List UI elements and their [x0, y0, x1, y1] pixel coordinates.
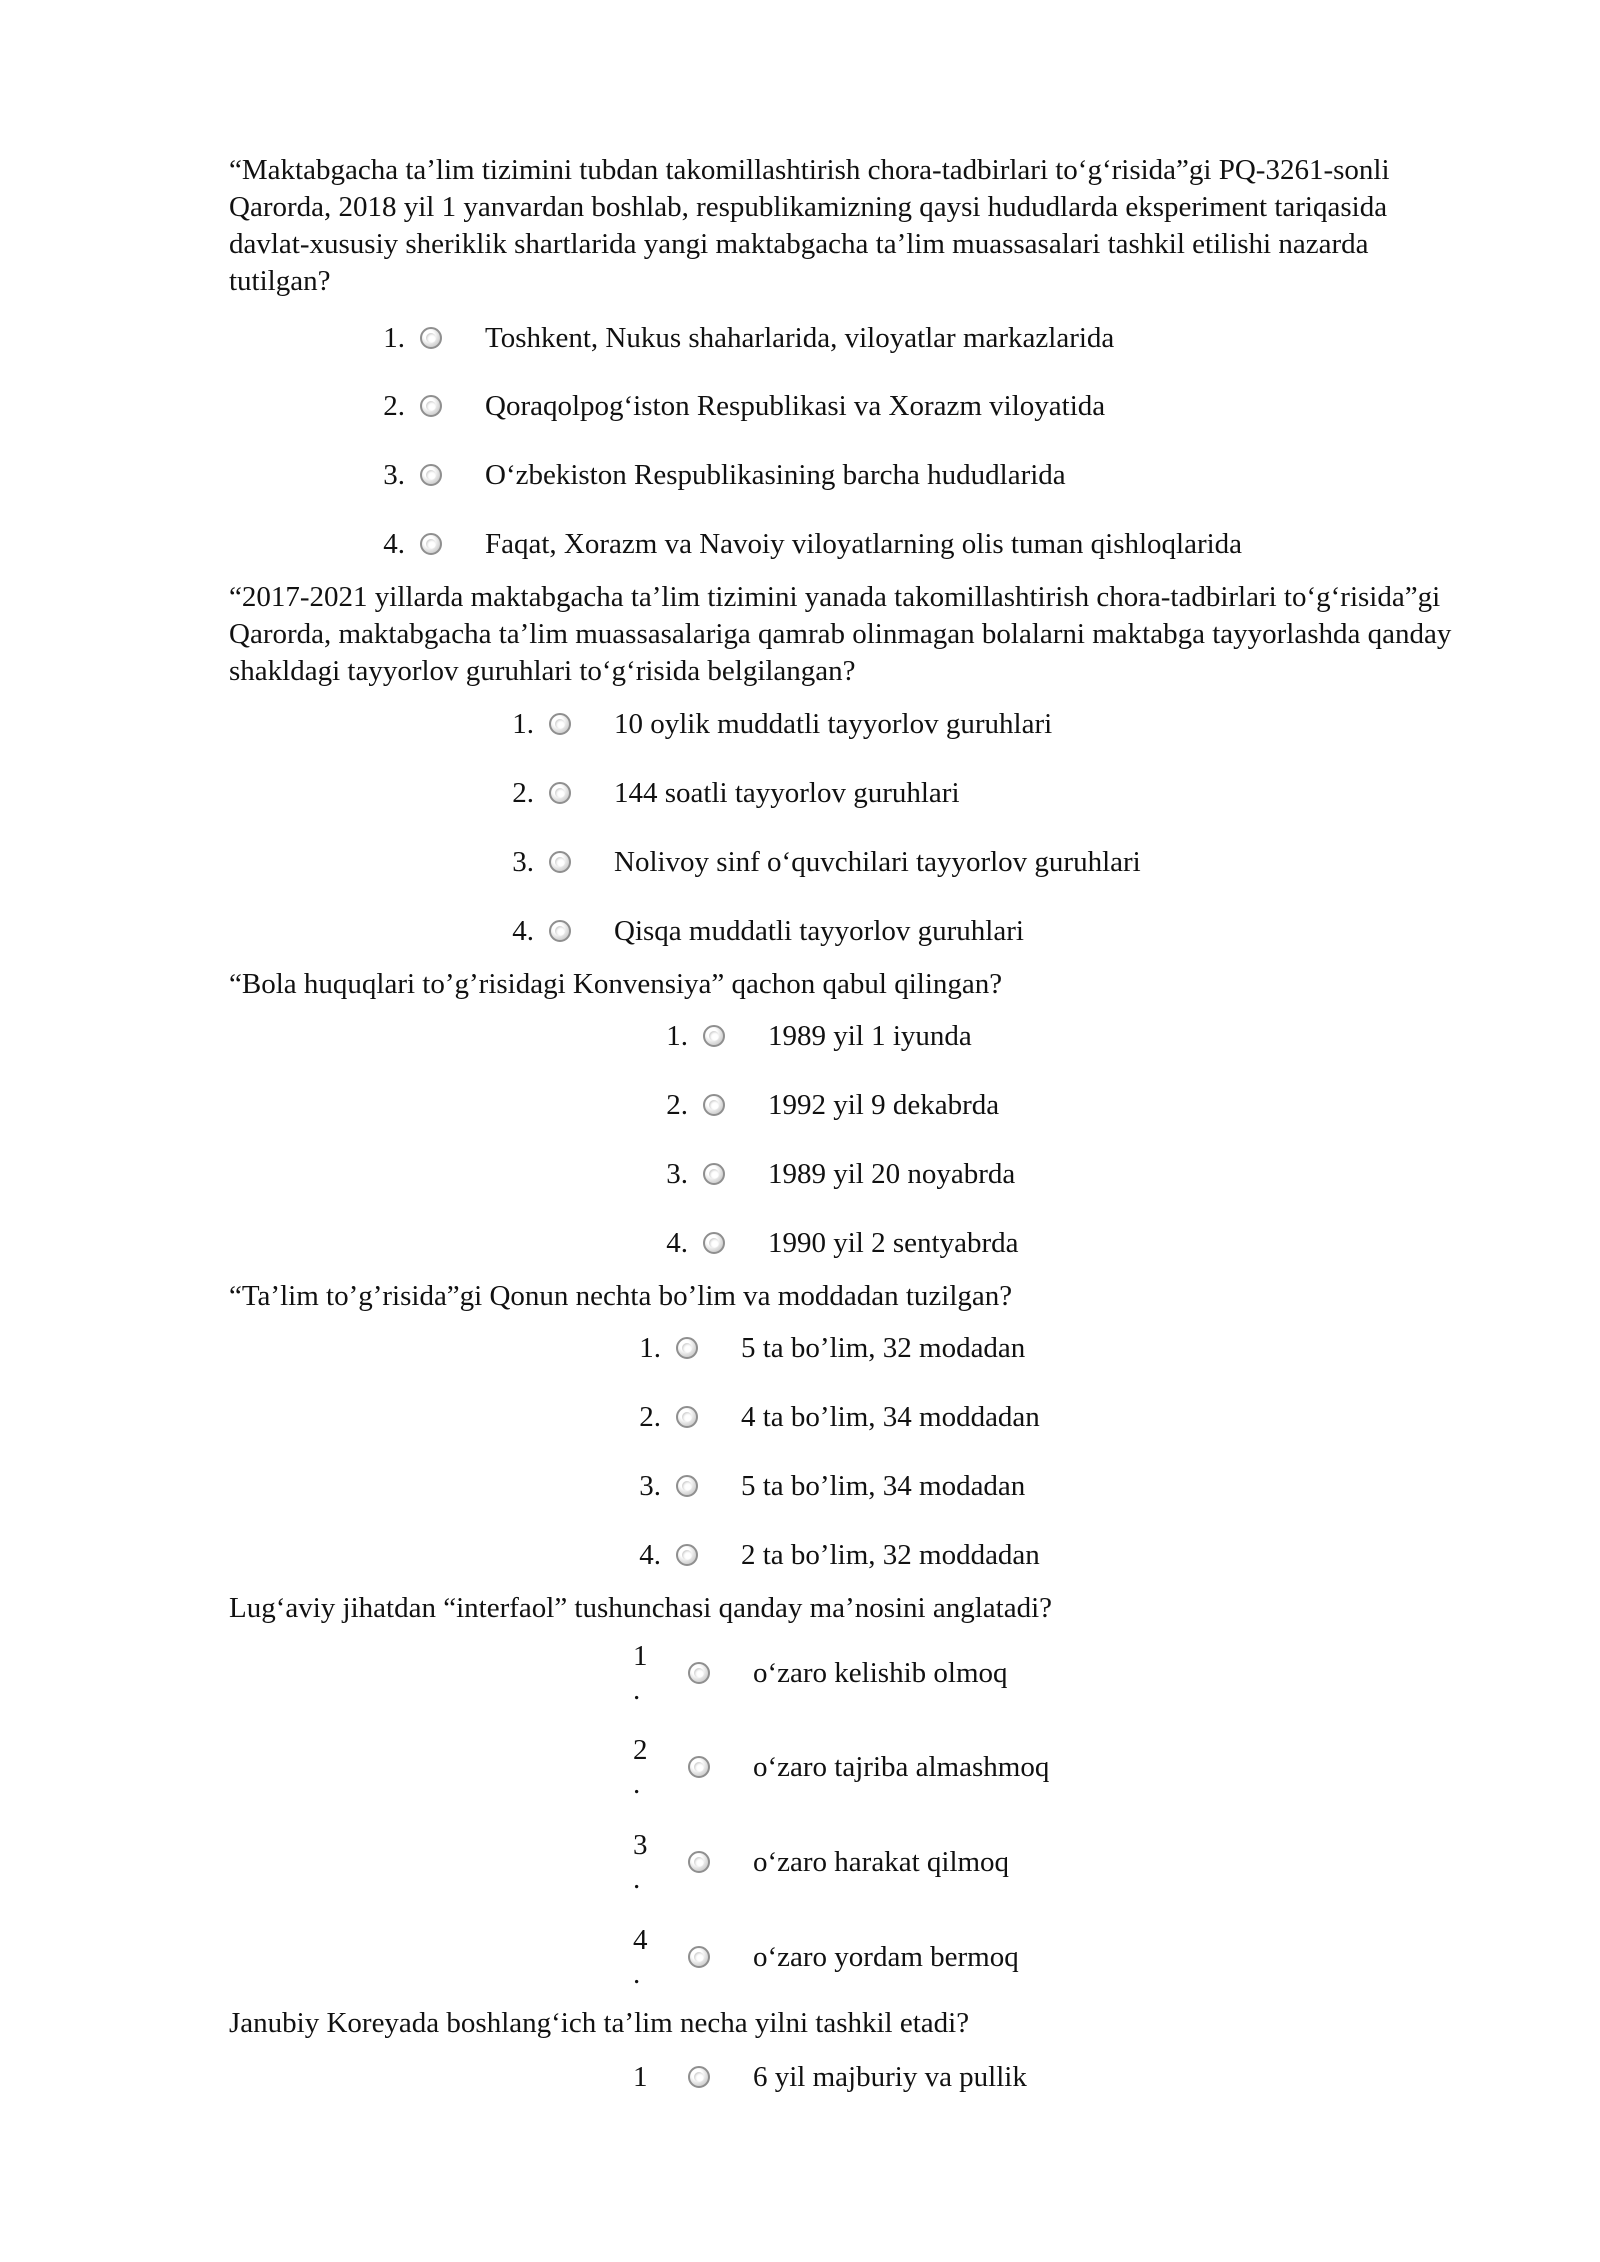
- option-number: 3.: [666, 1158, 688, 1190]
- option-label: 5 ta bo’lim, 32 modadan: [741, 1332, 1026, 1364]
- radio-button-icon[interactable]: [420, 395, 442, 417]
- option-label: o‘zaro kelishib olmoq: [753, 1657, 1008, 1689]
- option-number: 3.: [639, 1470, 661, 1502]
- option-label: 4 ta bo’lim, 34 moddadan: [741, 1401, 1040, 1433]
- question-3-text: “Bola huquqlari to’g’risidagi Konvensiya” qachon qabul qilingan?: [229, 968, 1003, 1000]
- option-label: Qisqa muddatli tayyorlov guruhlari: [614, 915, 1024, 947]
- radio-button-icon[interactable]: [676, 1337, 698, 1359]
- option-number-dot: .: [633, 1958, 641, 1990]
- option-number: 2.: [383, 390, 405, 422]
- radio-button-icon[interactable]: [688, 1756, 710, 1778]
- option-number: 1: [633, 2061, 648, 2093]
- option-number: 2.: [639, 1401, 661, 1433]
- option-number: 1.: [639, 1332, 661, 1364]
- option-number-digit: 4: [633, 1924, 648, 1956]
- radio-button-icon[interactable]: [688, 1662, 710, 1684]
- radio-button-icon[interactable]: [549, 713, 571, 735]
- radio-button-icon[interactable]: [688, 2066, 710, 2088]
- radio-button-icon[interactable]: [549, 782, 571, 804]
- option-number: 1.: [383, 322, 405, 354]
- radio-button-icon[interactable]: [420, 533, 442, 555]
- option-label: Nolivoy sinf o‘quvchilari tayyorlov guruhlari: [614, 846, 1141, 878]
- option-number: 1.: [666, 1020, 688, 1052]
- option-number: 2.: [512, 777, 534, 809]
- option-label: 5 ta bo’lim, 34 modadan: [741, 1470, 1026, 1502]
- option-number: [633, 1733, 673, 1801]
- option-number-digit: 2: [633, 1734, 648, 1766]
- radio-button-icon[interactable]: [703, 1232, 725, 1254]
- question-6-text: Janubiy Koreyada boshlang‘ich ta’lim necha yilni tashkil etadi?: [229, 2007, 970, 2039]
- radio-button-icon[interactable]: [676, 1406, 698, 1428]
- question-4-text: “Ta’lim to’g’risida”gi Qonun nechta bo’lim va moddadan tuzilgan?: [229, 1280, 1013, 1312]
- question-1-text: “Maktabgacha ta’lim tizimini tubdan takomillashtirish chora-tadbirlari to‘g‘risida”gi PQ-3261-sonli Qarorda, 2018 yil 1 yanvardan boshlab, respublikamizning qaysi hududlarda eksperiment tariqasida davlat-xususiy sheriklik shartlarida yangi maktabgacha ta’lim muassasalari tashkil etilishi nazarda tutilgan?: [229, 154, 1390, 297]
- option-label: Qoraqolpog‘iston Respublikasi va Xorazm viloyatida: [485, 390, 1106, 422]
- radio-button-icon[interactable]: [703, 1163, 725, 1185]
- option-number: [633, 1639, 673, 1707]
- option-number: 4.: [383, 528, 405, 560]
- question-2-text: “2017-2021 yillarda maktabgacha ta’lim tizimini yanada takomillashtirish chora-tadbirlari to‘g‘risida”gi Qarorda, maktabgacha ta’lim muassasalariga qamrab olinmagan bolalarni maktabga tayyorlashda qanday shakldagi tayyorlov guruhlari to‘g‘risida belgilangan?: [229, 581, 1452, 687]
- option-label: 144 soatli tayyorlov guruhlari: [614, 777, 960, 809]
- radio-button-icon[interactable]: [549, 920, 571, 942]
- option-label: 10 oylik muddatli tayyorlov guruhlari: [614, 708, 1053, 740]
- option-label: o‘zaro yordam bermoq: [753, 1941, 1019, 1973]
- radio-button-icon[interactable]: [549, 851, 571, 873]
- option-number-dot: .: [633, 1863, 641, 1895]
- option-number: 4.: [512, 915, 534, 947]
- option-label: 1989 yil 1 iyunda: [768, 1020, 972, 1052]
- option-label: o‘zaro harakat qilmoq: [753, 1846, 1010, 1878]
- option-label: o‘zaro tajriba almashmoq: [753, 1751, 1050, 1783]
- option-number-dot: .: [633, 1674, 641, 1706]
- option-number: 4.: [666, 1227, 688, 1259]
- option-label: O‘zbekiston Respublikasining barcha hududlarida: [485, 459, 1066, 491]
- radio-button-icon[interactable]: [703, 1025, 725, 1047]
- option-label: 1989 yil 20 noyabrda: [768, 1158, 1016, 1190]
- radio-button-icon[interactable]: [688, 1946, 710, 1968]
- option-label: 1992 yil 9 dekabrda: [768, 1089, 1000, 1121]
- option-label: Faqat, Xorazm va Navoiy viloyatlarning olis tuman qishloqlarida: [485, 528, 1243, 560]
- option-number: 3.: [512, 846, 534, 878]
- option-number-dot: .: [633, 1768, 641, 1800]
- option-label: 1990 yil 2 sentyabrda: [768, 1227, 1019, 1259]
- radio-button-icon[interactable]: [420, 464, 442, 486]
- option-number-digit: 3: [633, 1829, 648, 1861]
- option-number: 4.: [639, 1539, 661, 1571]
- radio-button-icon[interactable]: [703, 1094, 725, 1116]
- radio-button-icon[interactable]: [676, 1475, 698, 1497]
- option-number: 2.: [666, 1089, 688, 1121]
- option-number: [633, 1923, 673, 1991]
- option-label: Toshkent, Nukus shaharlarida, viloyatlar markazlarida: [485, 322, 1115, 354]
- option-number: [633, 1828, 673, 1896]
- question-5-text: Lug‘aviy jihatdan “interfaol” tushunchasi qanday ma’nosini anglatadi?: [229, 1592, 1053, 1624]
- option-label: 6 yil majburiy va pullik: [753, 2061, 1027, 2093]
- option-number: 3.: [383, 459, 405, 491]
- radio-button-icon[interactable]: [420, 327, 442, 349]
- option-number-digit: 1: [633, 1640, 648, 1672]
- radio-button-icon[interactable]: [676, 1544, 698, 1566]
- option-number: 1.: [512, 708, 534, 740]
- radio-button-icon[interactable]: [688, 1851, 710, 1873]
- option-label: 2 ta bo’lim, 32 moddadan: [741, 1539, 1040, 1571]
